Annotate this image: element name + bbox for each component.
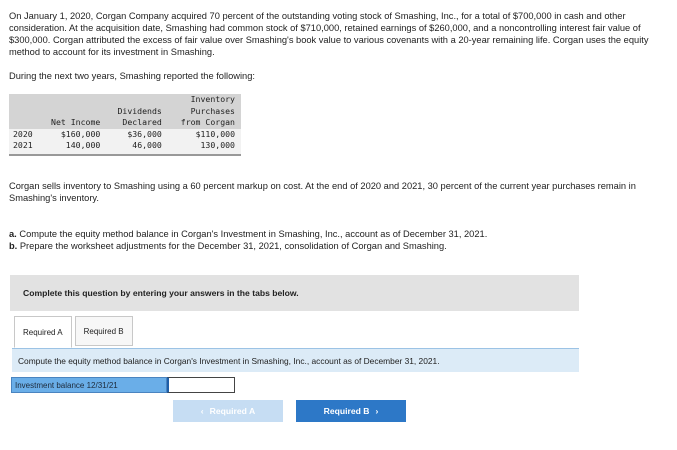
dividends-header-line2: Declared [122,117,162,127]
net-income-cell: $160,000 [39,129,106,141]
chevron-left-icon: ‹ [200,406,204,416]
investment-balance-input[interactable] [167,377,235,393]
tab-required-b[interactable]: Required B [75,316,133,346]
instructions-banner: Complete this question by entering your answers in the tabs below. [10,275,579,311]
year-cell: 2021 [9,140,39,155]
prev-button-label: Required A [209,406,256,416]
table-header-row [9,94,241,129]
smashing-data-table [9,94,241,156]
dividends-header [106,94,168,129]
markup-info-paragraph: Corgan sells inventory to Smashing using a 60 percent markup on cost. At the end of 2020 and 2021, 30 percent of the current year purchases remain in Smashing's inventory. [9,181,636,203]
inventory-header [168,94,241,129]
net-income-header [39,94,106,129]
table-row [9,129,241,141]
inventory-header-line3: from Corgan [180,117,235,127]
answer-row [11,377,235,393]
tab-required-a[interactable]: Required A [14,316,72,348]
net-income-cell: 140,000 [39,140,106,155]
chevron-right-icon: › [375,406,379,416]
requirement-b-text: Prepare the worksheet adjustments for the December 31, 2021, consolidation of Corgan and Smashing. [19,241,447,251]
inventory-cell: $110,000 [168,129,241,141]
dividends-cell: $36,000 [106,129,168,141]
net-income-header-label: Net Income [51,117,101,127]
investment-balance-label: Investment balance 12/31/21 [11,377,167,393]
requirement-a-text: Compute the equity method balance in Corgan's Investment in Smashing, Inc., account as of December 31, 2021. [19,229,488,239]
table-row [9,140,241,155]
requirements-list [9,228,649,252]
requirement-a: a. Compute the equity method balance in Corgan's Investment in Smashing, Inc., account as of December 31, 2021. [9,229,488,239]
inventory-header-line2: Purchases [190,105,235,116]
dividends-header-line1: Dividends [117,105,162,116]
requirement-tabs [14,316,133,348]
inventory-header-line1: Inventory [190,94,235,104]
next-button-label: Required B [323,406,370,416]
problem-intro-paragraph: On January 1, 2020, Corgan Company acquired 70 percent of the outstanding voting stock of Smashing, Inc., for a total of $700,000 in cash and other consideration. At the acquisition date, Smashing had common stock of $710,000, retained earnings of $260,000, and a noncontrolling interest fair value of $300,000. Corgan attributed the excess of fair value over Smashing's book value to various covenants with a 20-year remaining life. Corgan uses the equity method to account for its investment in Smashing. [9,11,649,57]
dividends-cell: 46,000 [106,140,168,155]
prev-required-a-button[interactable] [173,400,283,422]
requirement-b: b. Prepare the worksheet adjustments for the December 31, 2021, consolidation of Corgan and Smashing. [9,241,447,251]
inventory-cell: 130,000 [168,140,241,155]
year-header [9,94,39,129]
reported-following-text: During the next two years, Smashing reported the following: [9,71,255,81]
year-cell: 2020 [9,129,39,141]
next-required-b-button[interactable] [296,400,406,422]
question-prompt: Compute the equity method balance in Corgan's Investment in Smashing, Inc., account as of December 31, 2021. [12,348,579,372]
